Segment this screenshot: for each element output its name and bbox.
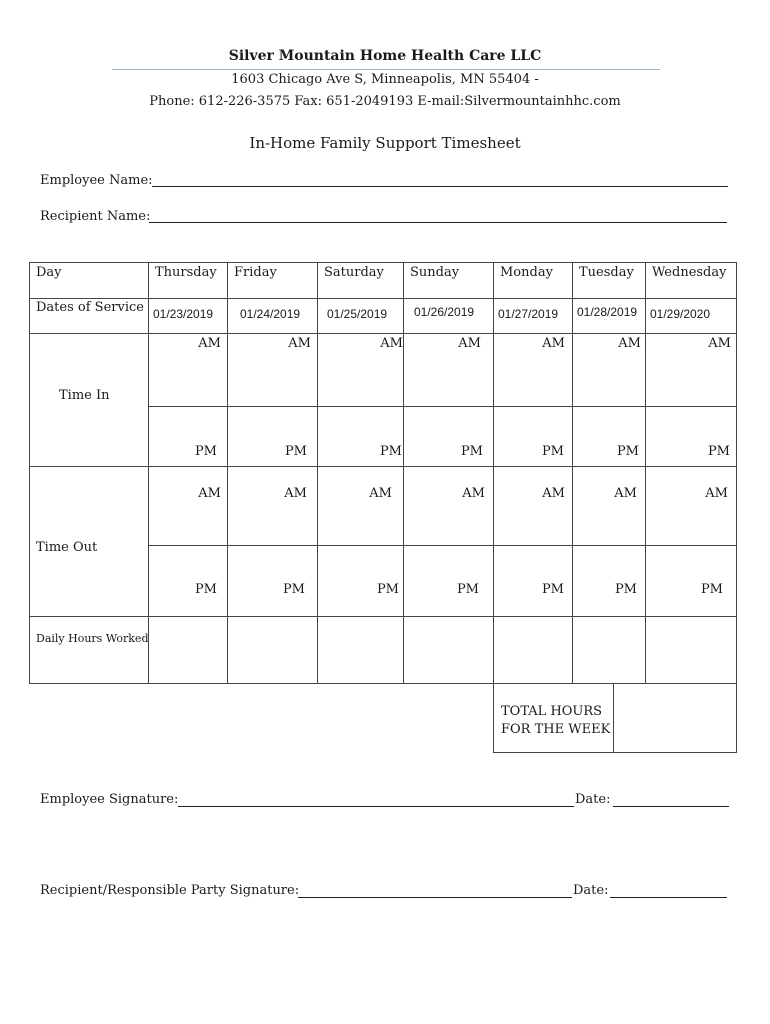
time-in-am-cell[interactable]: [645, 333, 737, 407]
am-label: AM: [198, 336, 221, 351]
day-header: Thursday: [155, 265, 217, 280]
recipient-name-line[interactable]: [149, 222, 727, 223]
pm-label: PM: [541, 444, 564, 459]
recipient-signature-label: Recipient/Responsible Party Signature:: [40, 883, 300, 898]
employee-date-label: Date:: [575, 792, 611, 807]
company-address: 1603 Chicago Ave S, Minneapolis, MN 55404 -: [231, 72, 539, 87]
pm-label: PM: [707, 444, 730, 459]
daily-hours-cell[interactable]: [493, 616, 573, 684]
employee-date-line[interactable]: [613, 806, 729, 807]
time-in-am-cell[interactable]: [493, 333, 573, 407]
day-header-cell: [403, 262, 494, 299]
daily-hours-cell[interactable]: [148, 616, 228, 684]
time-in-am-cell[interactable]: [572, 333, 646, 407]
daily-hours-cell[interactable]: [317, 616, 404, 684]
date-value: 01/25/2019: [327, 307, 388, 321]
time-out-pm-cell[interactable]: [493, 545, 573, 617]
pm-label: PM: [379, 444, 402, 459]
time-out-label-cell: [29, 466, 149, 617]
total-hours-label-cell: [493, 683, 614, 753]
date-cell[interactable]: [493, 298, 573, 334]
pm-label: PM: [284, 444, 307, 459]
time-out-am-cell[interactable]: [227, 466, 318, 546]
pm-label: PM: [541, 582, 564, 597]
time-out-am-cell[interactable]: [148, 466, 228, 546]
day-header-cell: [317, 262, 404, 299]
recipient-date-label: Date:: [573, 883, 609, 898]
date-cell[interactable]: [317, 298, 404, 334]
recipient-date-line[interactable]: [610, 897, 727, 898]
am-label: AM: [708, 336, 731, 351]
date-value: 01/23/2019: [153, 307, 214, 321]
time-in-pm-cell[interactable]: [227, 406, 318, 467]
daily-hours-label-cell: [29, 616, 149, 684]
header-divider: [112, 69, 660, 70]
daily-hours-cell[interactable]: [572, 616, 646, 684]
time-in-pm-cell[interactable]: [645, 406, 737, 467]
time-out-pm-cell[interactable]: [572, 545, 646, 617]
pm-label: PM: [460, 444, 483, 459]
pm-label: PM: [614, 582, 637, 597]
employee-name-line[interactable]: [152, 186, 728, 187]
time-out-am-cell[interactable]: [317, 466, 404, 546]
time-in-am-cell[interactable]: [227, 333, 318, 407]
day-label-cell: [29, 262, 149, 299]
day-header: Friday: [234, 265, 277, 280]
pm-label: PM: [194, 582, 217, 597]
time-out-am-cell[interactable]: [403, 466, 494, 546]
pm-label: PM: [282, 582, 305, 597]
time-in-pm-cell[interactable]: [572, 406, 646, 467]
time-out-pm-cell[interactable]: [645, 545, 737, 617]
time-in-am-cell[interactable]: [317, 333, 404, 407]
am-label: AM: [369, 486, 392, 501]
employee-signature-line[interactable]: [178, 806, 574, 807]
total-hours-value-cell[interactable]: [613, 683, 737, 753]
day-label: Day: [36, 265, 62, 280]
time-out-pm-cell[interactable]: [403, 545, 494, 617]
am-label: AM: [288, 336, 311, 351]
time-in-label-cell: [29, 333, 149, 467]
am-label: AM: [705, 486, 728, 501]
time-out-pm-cell[interactable]: [148, 545, 228, 617]
am-label: AM: [198, 486, 221, 501]
day-header-cell: [645, 262, 737, 299]
time-in-pm-cell[interactable]: [493, 406, 573, 467]
employee-name-label: Employee Name:: [40, 173, 153, 188]
company-contact: Phone: 612-226-3575 Fax: 651-2049193 E-mail:Silvermountainhhc.com: [149, 94, 621, 109]
company-name: Silver Mountain Home Health Care LLC: [228, 48, 542, 64]
date-value: 01/27/2019: [498, 307, 559, 321]
am-label: AM: [618, 336, 641, 351]
day-header-cell: [493, 262, 573, 299]
pm-label: PM: [456, 582, 479, 597]
time-out-pm-cell[interactable]: [227, 545, 318, 617]
time-in-pm-cell[interactable]: [148, 406, 228, 467]
date-cell[interactable]: [227, 298, 318, 334]
day-header: Monday: [500, 265, 553, 280]
time-out-am-cell[interactable]: [645, 466, 737, 546]
date-value: 01/28/2019: [577, 305, 638, 319]
date-cell[interactable]: [403, 298, 494, 334]
day-header-cell: [227, 262, 318, 299]
time-out-am-cell[interactable]: [493, 466, 573, 546]
am-label: AM: [458, 336, 481, 351]
dates-label-cell: [29, 298, 149, 334]
daily-hours-cell[interactable]: [645, 616, 737, 684]
am-label: AM: [614, 486, 637, 501]
time-in-am-cell[interactable]: [403, 333, 494, 407]
recipient-name-label: Recipient Name:: [40, 209, 151, 224]
date-cell[interactable]: [572, 298, 646, 334]
date-value: 01/24/2019: [240, 307, 301, 321]
pm-label: PM: [700, 582, 723, 597]
day-header: Tuesday: [579, 265, 634, 280]
am-label: AM: [542, 336, 565, 351]
am-label: AM: [380, 336, 403, 351]
daily-hours-cell[interactable]: [403, 616, 494, 684]
date-value: 01/26/2019: [414, 305, 475, 319]
daily-hours-cell[interactable]: [227, 616, 318, 684]
time-in-pm-cell[interactable]: [317, 406, 404, 467]
date-value: 01/29/2020: [650, 307, 711, 321]
time-out-am-cell[interactable]: [572, 466, 646, 546]
date-cell[interactable]: [148, 298, 228, 334]
day-header: Saturday: [324, 265, 384, 280]
day-header: Wednesday: [652, 265, 727, 280]
total-hours-label-line1: TOTAL HOURS: [501, 704, 603, 719]
am-label: AM: [284, 486, 307, 501]
time-in-pm-cell[interactable]: [403, 406, 494, 467]
time-in-am-cell[interactable]: [148, 333, 228, 407]
employee-signature-label: Employee Signature:: [40, 792, 179, 807]
dates-of-service-label: Dates of Service: [36, 300, 144, 315]
am-label: AM: [542, 486, 565, 501]
am-label: AM: [462, 486, 485, 501]
form-title: In-Home Family Support Timesheet: [249, 134, 521, 152]
pm-label: PM: [194, 444, 217, 459]
day-header: Sunday: [410, 265, 460, 280]
day-header-cell: [572, 262, 646, 299]
date-cell[interactable]: [645, 298, 737, 334]
pm-label: PM: [616, 444, 639, 459]
pm-label: PM: [376, 582, 399, 597]
time-out-label: Time Out: [36, 540, 98, 555]
recipient-signature-line[interactable]: [298, 897, 572, 898]
day-header-cell: [148, 262, 228, 299]
time-in-label: Time In: [59, 388, 110, 403]
daily-hours-label: Daily Hours Worked: [36, 632, 149, 645]
time-out-pm-cell[interactable]: [317, 545, 404, 617]
total-hours-label-line2: FOR THE WEEK: [501, 722, 611, 737]
